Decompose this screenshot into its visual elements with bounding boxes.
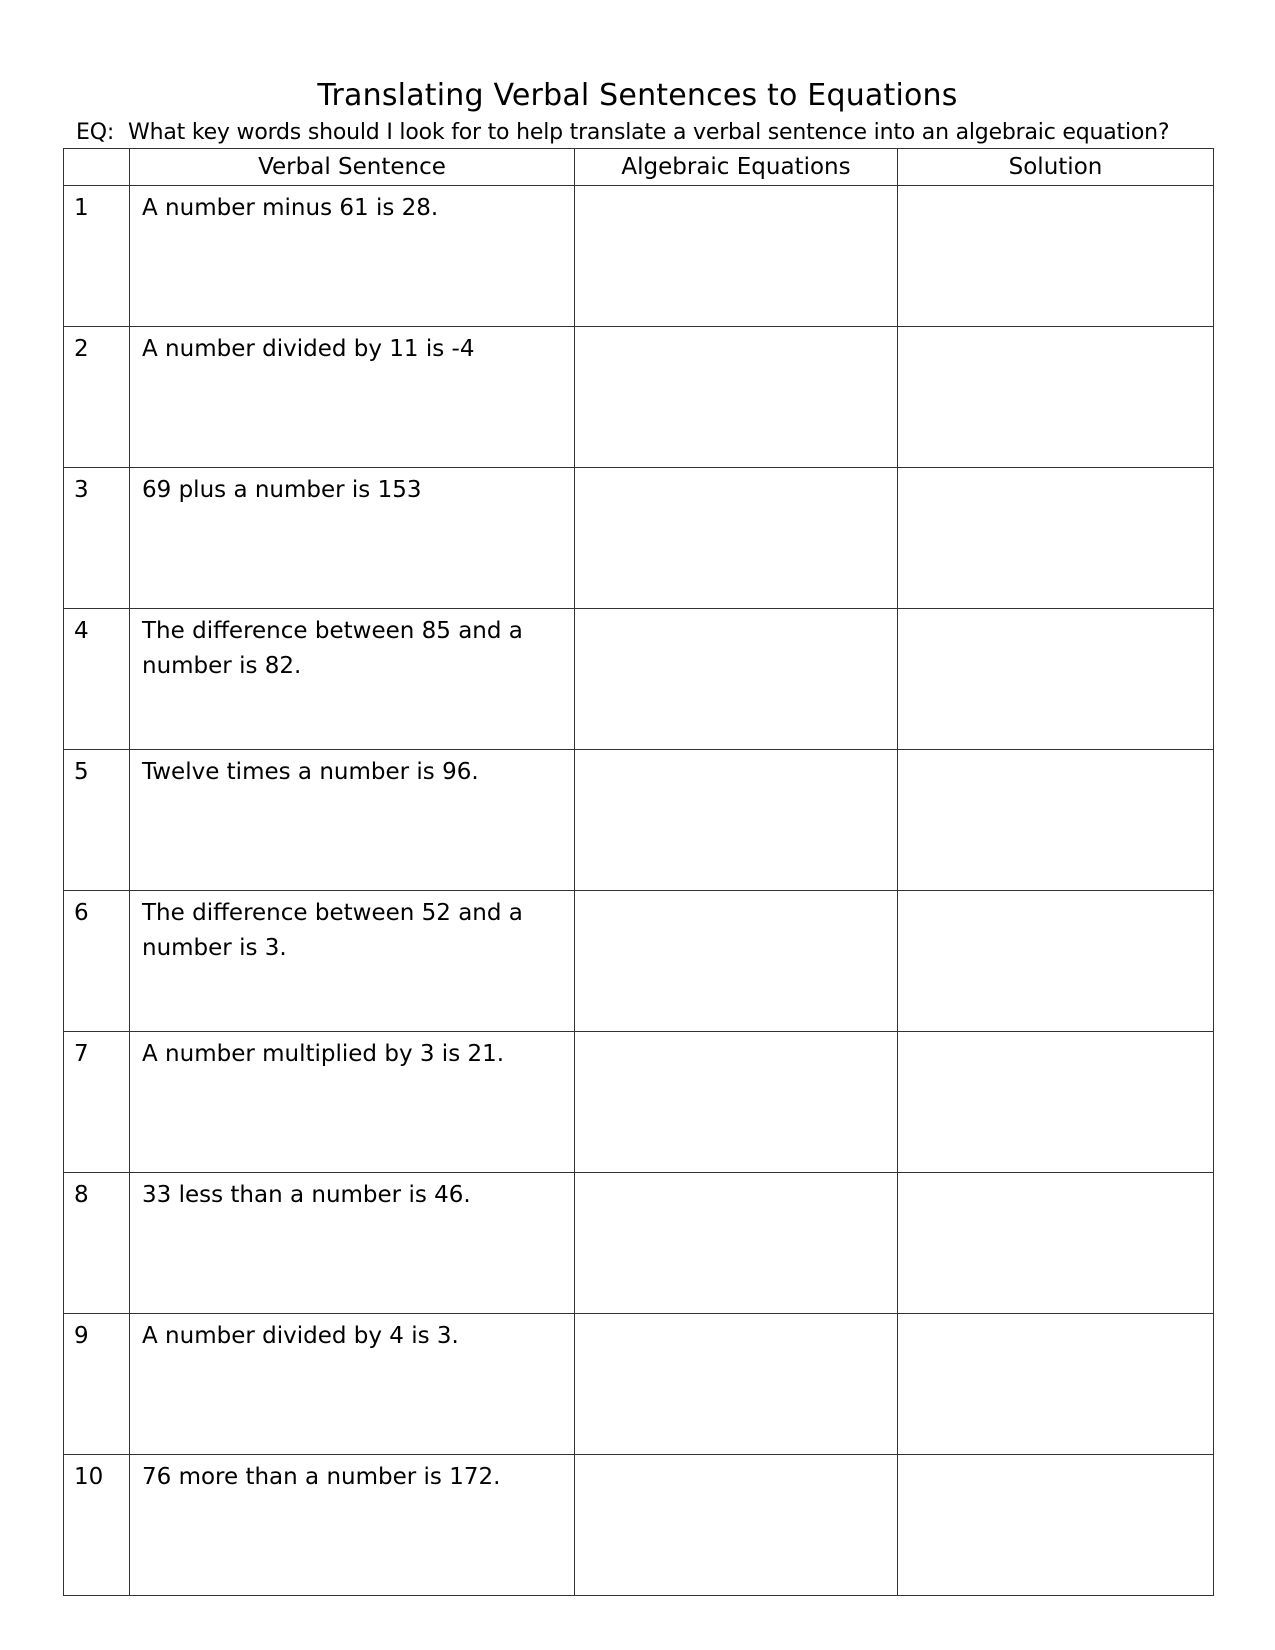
equation-cell[interactable] bbox=[575, 1032, 898, 1173]
table-row bbox=[64, 1032, 1214, 1173]
verbal-sentence-cell: 69 plus a number is 153 bbox=[130, 468, 575, 609]
solution-cell[interactable] bbox=[898, 1455, 1214, 1596]
equation-cell[interactable] bbox=[575, 1455, 898, 1596]
verbal-sentence-cell: The difference between 85 and a number is 82. bbox=[130, 609, 575, 750]
row-number: 9 bbox=[64, 1314, 130, 1455]
header-row bbox=[64, 149, 1214, 186]
worksheet-title: Translating Verbal Sentences to Equations bbox=[317, 78, 958, 113]
solution-cell[interactable] bbox=[898, 186, 1214, 327]
verbal-sentence-cell: A number divided by 4 is 3. bbox=[130, 1314, 575, 1455]
essential-question bbox=[76, 119, 1226, 147]
verbal-sentence-cell: A number multiplied by 3 is 21. bbox=[130, 1032, 575, 1173]
eq-label: EQ: bbox=[76, 120, 115, 145]
row-number: 7 bbox=[64, 1032, 130, 1173]
equation-cell[interactable] bbox=[575, 1314, 898, 1455]
solution-cell[interactable] bbox=[898, 1314, 1214, 1455]
equation-cell[interactable] bbox=[575, 186, 898, 327]
table-row bbox=[64, 609, 1214, 750]
row-number: 8 bbox=[64, 1173, 130, 1314]
header-algebraic-equations: Algebraic Equations bbox=[575, 149, 898, 186]
row-number: 6 bbox=[64, 891, 130, 1032]
equation-cell[interactable] bbox=[575, 750, 898, 891]
row-number: 1 bbox=[64, 186, 130, 327]
solution-cell[interactable] bbox=[898, 1032, 1214, 1173]
equation-cell[interactable] bbox=[575, 327, 898, 468]
row-number: 2 bbox=[64, 327, 130, 468]
header-number bbox=[64, 149, 130, 186]
solution-cell[interactable] bbox=[898, 327, 1214, 468]
header-solution: Solution bbox=[898, 149, 1214, 186]
header-verbal-sentence: Verbal Sentence bbox=[130, 149, 575, 186]
equation-cell[interactable] bbox=[575, 468, 898, 609]
table-row bbox=[64, 186, 1214, 327]
equation-cell[interactable] bbox=[575, 1173, 898, 1314]
table-row bbox=[64, 1314, 1214, 1455]
worksheet-table bbox=[63, 148, 1214, 1596]
verbal-sentence-cell: A number minus 61 is 28. bbox=[130, 186, 575, 327]
table-row bbox=[64, 468, 1214, 609]
solution-cell[interactable] bbox=[898, 891, 1214, 1032]
table-row bbox=[64, 1173, 1214, 1314]
equation-cell[interactable] bbox=[575, 609, 898, 750]
verbal-sentence-cell: 76 more than a number is 172. bbox=[130, 1455, 575, 1596]
solution-cell[interactable] bbox=[898, 609, 1214, 750]
table-row bbox=[64, 891, 1214, 1032]
equation-cell[interactable] bbox=[575, 891, 898, 1032]
verbal-sentence-cell: The difference between 52 and a number is 3. bbox=[130, 891, 575, 1032]
eq-question-text: What key words should I look for to help translate a verbal sentence into an algebraic equation? bbox=[128, 120, 1170, 145]
row-number: 5 bbox=[64, 750, 130, 891]
table-row bbox=[64, 1455, 1214, 1596]
solution-cell[interactable] bbox=[898, 1173, 1214, 1314]
row-number: 10 bbox=[64, 1455, 130, 1596]
verbal-sentence-cell: 33 less than a number is 46. bbox=[130, 1173, 575, 1314]
table-row bbox=[64, 327, 1214, 468]
row-number: 4 bbox=[64, 609, 130, 750]
solution-cell[interactable] bbox=[898, 468, 1214, 609]
verbal-sentence-cell: Twelve times a number is 96. bbox=[130, 750, 575, 891]
table-row bbox=[64, 750, 1214, 891]
row-number: 3 bbox=[64, 468, 130, 609]
solution-cell[interactable] bbox=[898, 750, 1214, 891]
verbal-sentence-cell: A number divided by 11 is -4 bbox=[130, 327, 575, 468]
